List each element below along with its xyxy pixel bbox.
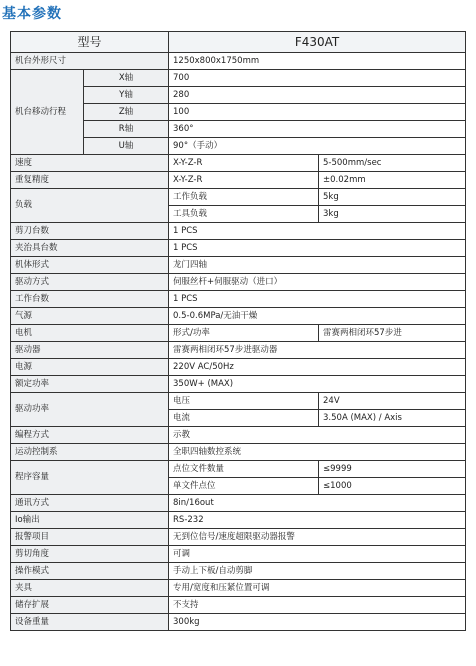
table-row (11, 274, 466, 291)
row-value: 雷赛两相闭环57步进 (319, 325, 466, 342)
table-row (11, 563, 466, 580)
row-axes: X-Y-Z-R (169, 172, 319, 189)
row-value: ≤9999 (319, 461, 466, 478)
row-value: 全职四轴数控系统 (169, 444, 466, 461)
row-label: 气源 (11, 308, 169, 325)
row-value: 1 PCS (169, 240, 466, 257)
row-value: 300kg (169, 614, 466, 631)
page-title: 基本参数 (2, 6, 62, 22)
row-value: 24V (319, 393, 466, 410)
table-row (11, 614, 466, 631)
row-label: 驱动功率 (11, 393, 169, 427)
row-value: 280 (169, 87, 466, 104)
row-label: 夹治具台数 (11, 240, 169, 257)
row-value: 0.5-0.6MPa/无油干燥 (169, 308, 466, 325)
table-row (11, 580, 466, 597)
row-value: 3.50A (MAX) / Axis (319, 410, 466, 427)
row-value: 龙门四轴 (169, 257, 466, 274)
row-value: 90°（手动） (169, 138, 466, 155)
table-row (11, 529, 466, 546)
row-value: 5kg (319, 189, 466, 206)
axis-label: X轴 (84, 70, 169, 87)
table-row (11, 597, 466, 614)
row-label: 速度 (11, 155, 169, 172)
row-value: 350W+ (MAX) (169, 376, 466, 393)
table-row (11, 155, 466, 172)
row-sub: 工作负载 (169, 189, 319, 206)
table-row (11, 308, 466, 325)
row-label: 额定功率 (11, 376, 169, 393)
table-row (11, 546, 466, 563)
row-value: 专用/宽度和压紧位置可调 (169, 580, 466, 597)
table-row (11, 189, 466, 206)
row-label: 电机 (11, 325, 169, 342)
row-sub: 电流 (169, 410, 319, 427)
row-label: 程序容量 (11, 461, 169, 495)
row-label: 设备重量 (11, 614, 169, 631)
row-sub: 形式/功率 (169, 325, 319, 342)
row-value: 360° (169, 121, 466, 138)
axis-label: R轴 (84, 121, 169, 138)
row-label: 夹具 (11, 580, 169, 597)
table-row (11, 461, 466, 478)
row-value: 可调 (169, 546, 466, 563)
row-label: 负载 (11, 189, 169, 223)
row-label: 通讯方式 (11, 495, 169, 512)
table-row (11, 427, 466, 444)
table-row (11, 359, 466, 376)
table-row (11, 53, 466, 70)
model-value: F430AT (169, 32, 466, 53)
row-label: 储存扩展 (11, 597, 169, 614)
model-label: 型号 (11, 32, 169, 53)
row-label: 机台外形尺寸 (11, 53, 169, 70)
row-label: Io输出 (11, 512, 169, 529)
axis-label: U轴 (84, 138, 169, 155)
row-value: 700 (169, 70, 466, 87)
row-sub: 单文件点位 (169, 478, 319, 495)
row-value: 伺服丝杆+伺服驱动（进口） (169, 274, 466, 291)
row-value: ≤1000 (319, 478, 466, 495)
row-label: 机体形式 (11, 257, 169, 274)
row-axes: X-Y-Z-R (169, 155, 319, 172)
table-row (11, 325, 466, 342)
row-value: 100 (169, 104, 466, 121)
row-label: 操作模式 (11, 563, 169, 580)
row-label: 剪切角度 (11, 546, 169, 563)
row-label: 报警项目 (11, 529, 169, 546)
row-value: 8in/16out (169, 495, 466, 512)
axis-label: Z轴 (84, 104, 169, 121)
row-label: 编程方式 (11, 427, 169, 444)
spec-table (10, 31, 466, 631)
table-header-row (11, 32, 466, 53)
row-label: 驱动器 (11, 342, 169, 359)
row-value: ±0.02mm (319, 172, 466, 189)
table-row (11, 240, 466, 257)
row-value: 220V AC/50Hz (169, 359, 466, 376)
table-row (11, 376, 466, 393)
row-value: 不支持 (169, 597, 466, 614)
row-value: RS-232 (169, 512, 466, 529)
row-value: 无到位信号/速度超限驱动器报警 (169, 529, 466, 546)
row-label: 运动控制系 (11, 444, 169, 461)
row-label: 剪刀台数 (11, 223, 169, 240)
axis-label: Y轴 (84, 87, 169, 104)
row-sub: 电压 (169, 393, 319, 410)
table-row (11, 291, 466, 308)
row-label: 机台移动行程 (11, 70, 84, 155)
table-row (11, 172, 466, 189)
table-row (11, 342, 466, 359)
row-value: 手动上下板/自动剪脚 (169, 563, 466, 580)
table-row (11, 257, 466, 274)
row-label: 电源 (11, 359, 169, 376)
table-row (11, 223, 466, 240)
table-row (11, 393, 466, 410)
row-label: 重复精度 (11, 172, 169, 189)
row-sub: 工具负载 (169, 206, 319, 223)
row-value: 5-500mm/sec (319, 155, 466, 172)
row-value: 1 PCS (169, 291, 466, 308)
row-value: 雷赛两相闭环57步进驱动器 (169, 342, 466, 359)
row-value: 3kg (319, 206, 466, 223)
row-label: 驱动方式 (11, 274, 169, 291)
row-label: 工作台数 (11, 291, 169, 308)
row-sub: 点位文件数量 (169, 461, 319, 478)
table-row (11, 70, 466, 87)
table-row (11, 512, 466, 529)
row-value: 1250x800x1750mm (169, 53, 466, 70)
row-value: 示教 (169, 427, 466, 444)
row-value: 1 PCS (169, 223, 466, 240)
table-row (11, 444, 466, 461)
table-row (11, 495, 466, 512)
